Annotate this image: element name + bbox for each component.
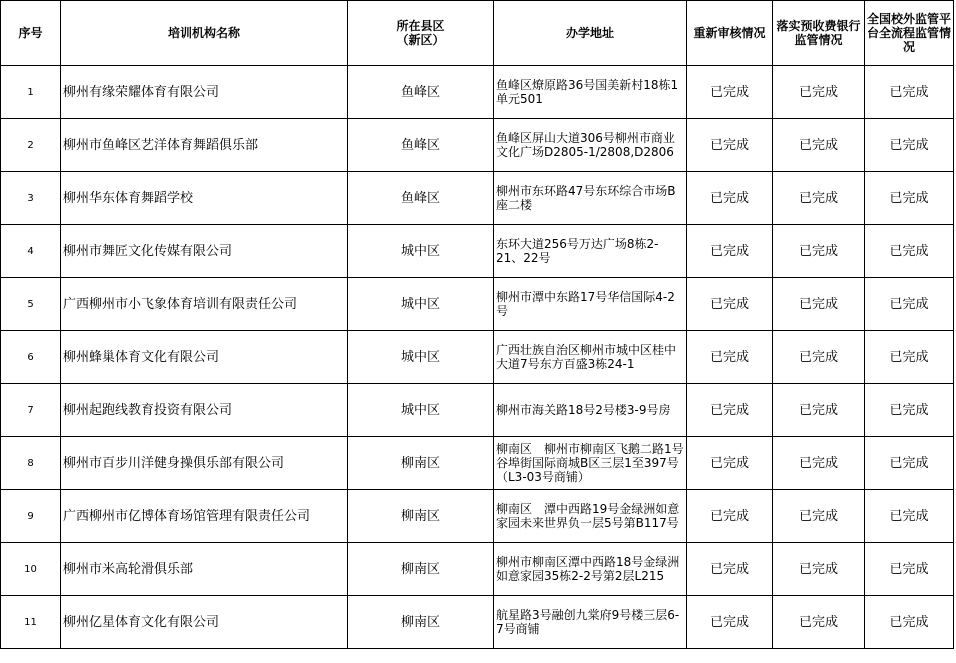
cell-district: 城中区 bbox=[348, 278, 494, 331]
cell-institution-name: 柳州市米高轮滑俱乐部 bbox=[61, 543, 348, 596]
cell-review-status: 已完成 bbox=[687, 490, 773, 543]
header-platform: 全国校外监管平台全流程监管情况 bbox=[865, 1, 954, 66]
cell-bank-supervision-status: 已完成 bbox=[773, 384, 865, 437]
cell-address: 柳州市潭中东路17号华信国际4-2号 bbox=[494, 278, 687, 331]
cell-seq: 8 bbox=[1, 437, 61, 490]
cell-bank-supervision-status: 已完成 bbox=[773, 66, 865, 119]
cell-district: 柳南区 bbox=[348, 596, 494, 649]
cell-seq: 9 bbox=[1, 490, 61, 543]
cell-district: 城中区 bbox=[348, 384, 494, 437]
cell-review-status: 已完成 bbox=[687, 384, 773, 437]
cell-platform-supervision-status: 已完成 bbox=[865, 543, 954, 596]
cell-review-status: 已完成 bbox=[687, 66, 773, 119]
cell-seq: 6 bbox=[1, 331, 61, 384]
cell-seq: 11 bbox=[1, 596, 61, 649]
cell-institution-name: 柳州起跑线教育投资有限公司 bbox=[61, 384, 348, 437]
cell-review-status: 已完成 bbox=[687, 119, 773, 172]
cell-platform-supervision-status: 已完成 bbox=[865, 278, 954, 331]
table-row bbox=[1, 490, 954, 543]
cell-address: 东环大道256号万达广场8栋2-21、22号 bbox=[494, 225, 687, 278]
cell-institution-name: 广西柳州市小飞象体育培训有限责任公司 bbox=[61, 278, 348, 331]
table-row bbox=[1, 437, 954, 490]
cell-address: 广西壮族自治区柳州市城中区桂中大道7号东方百盛3栋24-1 bbox=[494, 331, 687, 384]
cell-district: 鱼峰区 bbox=[348, 119, 494, 172]
cell-platform-supervision-status: 已完成 bbox=[865, 384, 954, 437]
cell-bank-supervision-status: 已完成 bbox=[773, 278, 865, 331]
header-review: 重新审核情况 bbox=[687, 1, 773, 66]
cell-district: 城中区 bbox=[348, 331, 494, 384]
cell-bank-supervision-status: 已完成 bbox=[773, 437, 865, 490]
cell-institution-name: 柳州市舞匠文化传媒有限公司 bbox=[61, 225, 348, 278]
header-name: 培训机构名称 bbox=[61, 1, 348, 66]
cell-seq: 2 bbox=[1, 119, 61, 172]
table-row bbox=[1, 172, 954, 225]
cell-review-status: 已完成 bbox=[687, 172, 773, 225]
cell-bank-supervision-status: 已完成 bbox=[773, 543, 865, 596]
cell-district: 柳南区 bbox=[348, 490, 494, 543]
cell-platform-supervision-status: 已完成 bbox=[865, 172, 954, 225]
cell-seq: 4 bbox=[1, 225, 61, 278]
cell-platform-supervision-status: 已完成 bbox=[865, 490, 954, 543]
cell-district: 柳南区 bbox=[348, 437, 494, 490]
cell-review-status: 已完成 bbox=[687, 278, 773, 331]
cell-institution-name: 柳州有缘荣耀体育有限公司 bbox=[61, 66, 348, 119]
cell-review-status: 已完成 bbox=[687, 596, 773, 649]
cell-platform-supervision-status: 已完成 bbox=[865, 331, 954, 384]
cell-review-status: 已完成 bbox=[687, 331, 773, 384]
cell-institution-name: 柳州市百步川洋健身操俱乐部有限公司 bbox=[61, 437, 348, 490]
cell-bank-supervision-status: 已完成 bbox=[773, 596, 865, 649]
cell-district: 柳南区 bbox=[348, 543, 494, 596]
table-row bbox=[1, 225, 954, 278]
cell-district: 城中区 bbox=[348, 225, 494, 278]
header-district: 所在县区（新区） bbox=[348, 1, 494, 66]
cell-platform-supervision-status: 已完成 bbox=[865, 66, 954, 119]
table-row bbox=[1, 119, 954, 172]
table-row bbox=[1, 596, 954, 649]
cell-platform-supervision-status: 已完成 bbox=[865, 437, 954, 490]
cell-address: 柳州市柳南区潭中西路18号金绿洲如意家园35栋2-2号第2层L215 bbox=[494, 543, 687, 596]
cell-institution-name: 广西柳州市亿博体育场馆管理有限责任公司 bbox=[61, 490, 348, 543]
cell-address: 柳南区 柳州市柳南区飞鹅二路1号谷埠街国际商城B区三层1至397号（L3-03号商铺） bbox=[494, 437, 687, 490]
cell-bank-supervision-status: 已完成 bbox=[773, 172, 865, 225]
cell-address: 柳州市东环路47号东环综合市场B座二楼 bbox=[494, 172, 687, 225]
header-address: 办学地址 bbox=[494, 1, 687, 66]
cell-address: 鱼峰区燎原路36号国美新村18栋1单元501 bbox=[494, 66, 687, 119]
header-seq: 序号 bbox=[1, 1, 61, 66]
cell-bank-supervision-status: 已完成 bbox=[773, 225, 865, 278]
header-row bbox=[1, 1, 954, 66]
cell-district: 鱼峰区 bbox=[348, 172, 494, 225]
cell-seq: 10 bbox=[1, 543, 61, 596]
cell-bank-supervision-status: 已完成 bbox=[773, 490, 865, 543]
cell-platform-supervision-status: 已完成 bbox=[865, 119, 954, 172]
table-row bbox=[1, 331, 954, 384]
cell-seq: 3 bbox=[1, 172, 61, 225]
cell-address: 柳南区 潭中西路19号金绿洲如意家园未来世界负一层5号第B117号 bbox=[494, 490, 687, 543]
cell-address: 航星路3号融创九棠府9号楼三层6-7号商铺 bbox=[494, 596, 687, 649]
table-row bbox=[1, 278, 954, 331]
table-row bbox=[1, 66, 954, 119]
cell-institution-name: 柳州市鱼峰区艺洋体育舞蹈俱乐部 bbox=[61, 119, 348, 172]
cell-platform-supervision-status: 已完成 bbox=[865, 225, 954, 278]
cell-seq: 7 bbox=[1, 384, 61, 437]
table-body bbox=[1, 66, 954, 649]
cell-institution-name: 柳州华东体育舞蹈学校 bbox=[61, 172, 348, 225]
cell-review-status: 已完成 bbox=[687, 225, 773, 278]
cell-district: 鱼峰区 bbox=[348, 66, 494, 119]
cell-institution-name: 柳州蜂巢体育文化有限公司 bbox=[61, 331, 348, 384]
cell-review-status: 已完成 bbox=[687, 543, 773, 596]
cell-address: 鱼峰区屏山大道306号柳州市商业文化广场D2805-1/2808,D2806 bbox=[494, 119, 687, 172]
cell-seq: 1 bbox=[1, 66, 61, 119]
cell-bank-supervision-status: 已完成 bbox=[773, 119, 865, 172]
table-row bbox=[1, 384, 954, 437]
table-row bbox=[1, 543, 954, 596]
header-bank: 落实预收费银行监管情况 bbox=[773, 1, 865, 66]
cell-platform-supervision-status: 已完成 bbox=[865, 596, 954, 649]
cell-seq: 5 bbox=[1, 278, 61, 331]
cell-address: 柳州市海关路18号2号楼3-9号房 bbox=[494, 384, 687, 437]
cell-review-status: 已完成 bbox=[687, 437, 773, 490]
cell-institution-name: 柳州亿星体育文化有限公司 bbox=[61, 596, 348, 649]
cell-bank-supervision-status: 已完成 bbox=[773, 331, 865, 384]
